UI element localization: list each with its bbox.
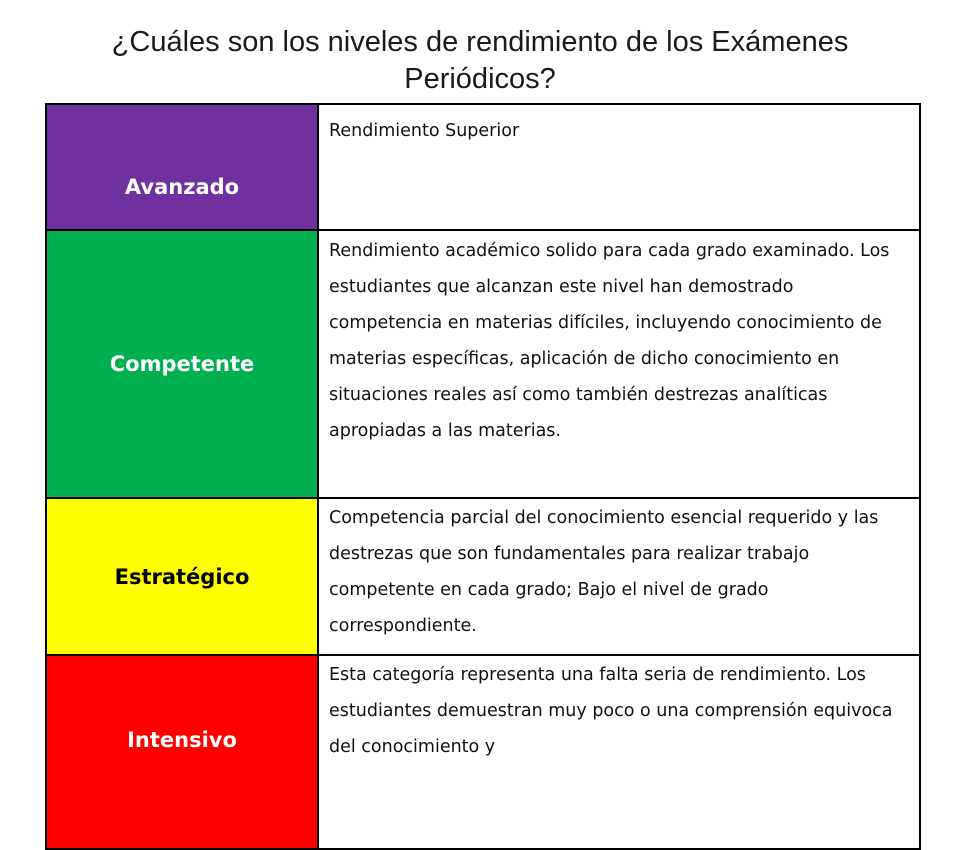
table-row	[46, 655, 920, 849]
level-label-estrategico: Estratégico	[46, 498, 318, 655]
table-row	[46, 498, 920, 655]
level-label-competente: Competente	[46, 230, 318, 498]
level-label-intensivo: Intensivo	[46, 655, 318, 849]
level-description-competente: Rendimiento académico solido para cada grado examinado. Los estudiantes que alcanzan este nivel han demostrado competencia en materias difíciles, incluyendo conocimiento de materias específicas, aplicación de dicho conocimiento en situaciones reales así como también destrezas analíticas apropiadas a las materias.	[318, 230, 920, 498]
level-description-avanzado: Rendimiento Superior	[318, 104, 920, 230]
slide-title: ¿Cuáles son los niveles de rendimiento de los Exámenes Periódicos?	[111, 26, 849, 95]
level-label-avanzado: Avanzado	[46, 104, 318, 230]
table-row	[46, 230, 920, 498]
level-description-intensivo: Esta categoría representa una falta seria de rendimiento. Los estudiantes demuestran muy poco o una comprensión equivoca del conocimiento y	[318, 655, 920, 849]
table-row	[46, 104, 920, 230]
performance-levels-table	[45, 103, 921, 850]
level-description-estrategico: Competencia parcial del conocimiento esencial requerido y las destrezas que son fundamentales para realizar trabajo competente en cada grado; Bajo el nivel de grado correspondiente.	[318, 498, 920, 655]
